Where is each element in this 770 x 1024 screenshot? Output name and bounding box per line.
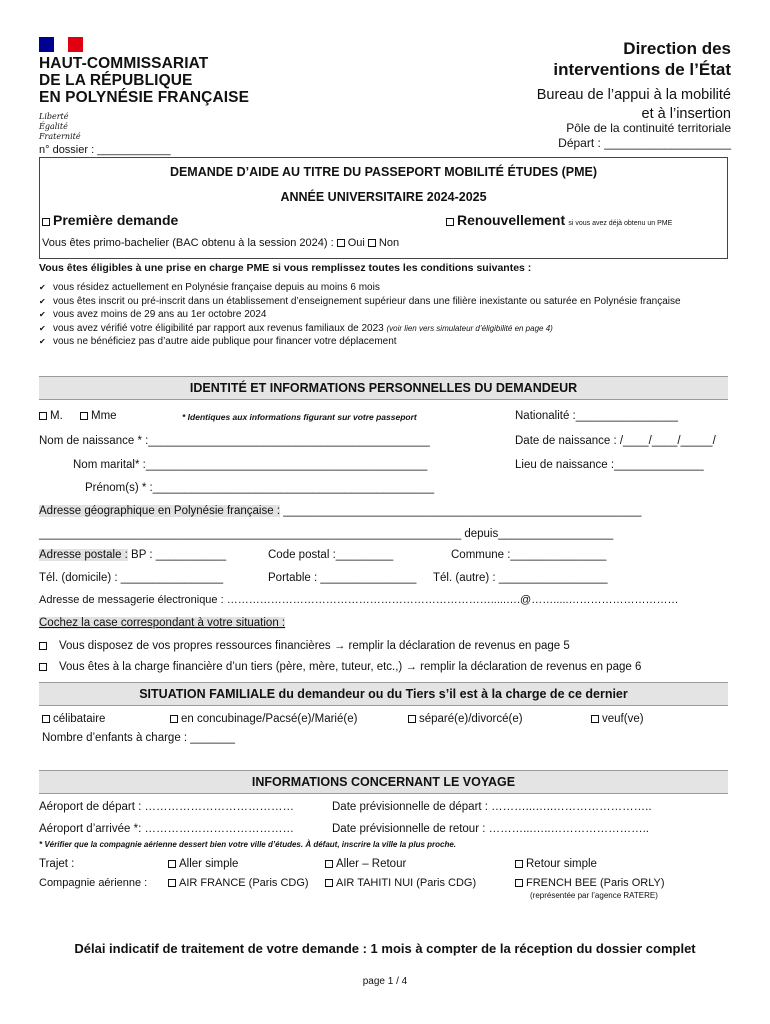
other-phone-field[interactable]: Tél. (autre) : _________________ bbox=[433, 572, 608, 584]
postal-address-field[interactable]: Adresse postale : BP : ___________ bbox=[39, 549, 227, 561]
checkbox-non[interactable] bbox=[368, 239, 376, 247]
french-bee-note: (représentée par l’agence RATERE) bbox=[530, 891, 658, 900]
airline-note: * Vérifier que la compagnie aérienne dessert bien votre ville d’études. À défaut, inscrire la ville la plus proche. bbox=[39, 840, 457, 849]
family-separated[interactable]: séparé(e)/divorcé(e) bbox=[408, 713, 523, 725]
list-item: ✔ vous êtes inscrit ou pré-inscrit dans un établissement d’enseignement supérieur dans une filière inexistante ou saturée en Polynésie française bbox=[39, 295, 729, 309]
family-couple[interactable]: en concubinage/Pacsé(e)/Marié(e) bbox=[170, 713, 357, 725]
family-single[interactable]: célibataire bbox=[42, 713, 105, 725]
republic-motto: Liberté Égalité Fraternité bbox=[39, 112, 81, 141]
gender-mme[interactable]: Mme bbox=[80, 410, 117, 422]
situation-own-resources[interactable]: Vous disposez de vos propres ressources financières → remplir la déclaration de revenus en page 5 bbox=[39, 640, 570, 652]
checkbox-oui[interactable] bbox=[337, 239, 345, 247]
email-field[interactable]: Adresse de messagerie électronique : ……………………………………………………………….....….@…….....………………………… bbox=[39, 594, 679, 606]
list-item: ✔ vous avez moins de 29 ans au 1er octobre 2024 bbox=[39, 308, 729, 322]
direction-title: Direction des interventions de l’État bbox=[553, 39, 731, 79]
processing-delay: Délai indicatif de traitement de votre demande : 1 mois à compter de la réception du dossier complet bbox=[74, 941, 696, 956]
republic-flag-logo bbox=[39, 37, 83, 52]
airline-air-france[interactable]: AIR FRANCE (Paris CDG) bbox=[168, 877, 309, 889]
gender-m[interactable]: M. bbox=[39, 410, 63, 422]
renewal-option[interactable]: Renouvellement si vous avez déjà obtenu un PME bbox=[446, 212, 672, 228]
list-item: ✔ vous résidez actuellement en Polynésie française depuis au moins 6 mois bbox=[39, 281, 729, 295]
marital-name-field[interactable]: Nom marital* :____________________________________________ bbox=[73, 459, 428, 471]
trip-return-only[interactable]: Retour simple bbox=[515, 858, 597, 870]
airline-air-tahiti-nui[interactable]: AIR TAHITI NUI (Paris CDG) bbox=[325, 877, 476, 889]
checkbox-icon[interactable] bbox=[42, 218, 50, 226]
conditions-list bbox=[39, 281, 729, 349]
trip-round[interactable]: Aller – Retour bbox=[325, 858, 406, 870]
first-names-field[interactable]: Prénom(s) * :____________________________________________ bbox=[85, 482, 435, 494]
children-count-field[interactable]: Nombre d’enfants à charge : _______ bbox=[42, 732, 236, 744]
birth-date-field[interactable]: Date de naissance : /____/____/_____/ bbox=[515, 435, 716, 447]
form-title: DEMANDE D’AIDE AU TITRE DU PASSEPORT MOBILITÉ ÉTUDES (PME) bbox=[169, 165, 598, 179]
page-number: page 1 / 4 bbox=[362, 976, 408, 987]
conditions-intro: Vous êtes éligibles à une prise en charge PME si vous remplissez toutes les conditions suivantes : bbox=[39, 262, 532, 274]
geo-address-line2[interactable]: __________________________________________________________________ depuis__________________ bbox=[39, 528, 614, 540]
birth-place-field[interactable]: Lieu de naissance :______________ bbox=[515, 459, 704, 471]
trip-one-way[interactable]: Aller simple bbox=[168, 858, 238, 870]
bureau-title: Bureau de l’appui à la mobilité et à l’insertion bbox=[536, 87, 731, 122]
geo-address-field[interactable]: Adresse géographique en Polynésie française : ________________________________________________________ bbox=[39, 505, 642, 517]
org-name: HAUT-COMMISSARIAT DE LA RÉPUBLIQUE EN POLYNÉSIE FRANÇAISE bbox=[39, 55, 250, 106]
home-phone-field[interactable]: Tél. (domicile) : ________________ bbox=[39, 572, 224, 584]
departure-airport-field[interactable]: Aéroport de départ : ………………………………… bbox=[39, 801, 294, 813]
situation-third-party[interactable]: Vous êtes à la charge financière d’un tiers (père, mère, tuteur, etc.,) → remplir la déclaration de revenus en page 6 bbox=[39, 661, 641, 673]
mobile-phone-field[interactable]: Portable : _______________ bbox=[268, 572, 417, 584]
passport-note: * Identiques aux informations figurant sur votre passeport bbox=[182, 412, 417, 422]
checkbox-icon[interactable] bbox=[446, 218, 454, 226]
family-widowed[interactable]: veuf(ve) bbox=[591, 713, 644, 725]
birth-name-field[interactable]: Nom de naissance * :____________________________________________ bbox=[39, 435, 430, 447]
list-item: ✔ vous ne bénéficiez pas d’autre aide publique pour financer votre déplacement bbox=[39, 335, 729, 349]
arrival-airport-field[interactable]: Aéroport d’arrivée *: ………………………………… bbox=[39, 823, 294, 835]
nationality-field[interactable]: Nationalité :________________ bbox=[515, 410, 679, 422]
pole-title: Pôle de la continuité territoriale Départ : ___________________ bbox=[558, 121, 731, 150]
trip-label: Trajet : bbox=[39, 858, 75, 870]
first-request-option[interactable]: Première demande bbox=[42, 212, 178, 228]
academic-year: ANNÉE UNIVERSITAIRE 2024-2025 bbox=[280, 190, 487, 204]
airline-french-bee[interactable]: FRENCH BEE (Paris ORLY) bbox=[515, 877, 665, 889]
section-family: SITUATION FAMILIALE du demandeur ou du Tiers s’il est à la charge de ce dernier bbox=[39, 682, 728, 706]
postal-code-field[interactable]: Code postal :_________ bbox=[268, 549, 394, 561]
return-date-field[interactable]: Date prévisionnelle de retour : ………...…..…………………….. bbox=[332, 823, 649, 835]
situation-instruction: Cochez la case correspondant à votre situation : bbox=[39, 617, 286, 629]
section-identity: IDENTITÉ ET INFORMATIONS PERSONNELLES DU DEMANDEUR bbox=[39, 376, 728, 400]
section-travel: INFORMATIONS CONCERNANT LE VOYAGE bbox=[39, 770, 728, 794]
dossier-number[interactable]: n° dossier : ____________ bbox=[39, 144, 171, 156]
departure-date-field[interactable]: Date prévisionnelle de départ : ………...…..…………………….. bbox=[332, 801, 652, 813]
list-item: ✔ vous avez vérifié votre éligibilité par rapport aux revenus familiaux de 2023 (voir lien vers simulateur d’éligibilité en page 4) bbox=[39, 322, 729, 336]
airline-label: Compagnie aérienne : bbox=[39, 877, 148, 889]
bachelier-question: Vous êtes primo-bachelier (BAC obtenu à la session 2024) : Oui Non bbox=[42, 237, 400, 249]
commune-field[interactable]: Commune :_______________ bbox=[451, 549, 607, 561]
